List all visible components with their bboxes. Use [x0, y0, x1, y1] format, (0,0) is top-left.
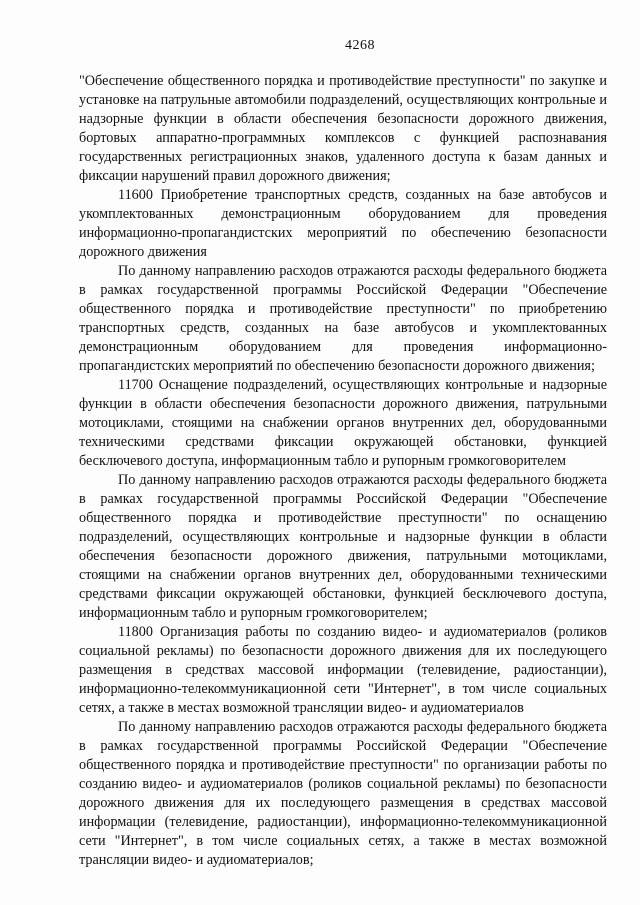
paragraph-3: 11700 Оснащение подразделений, осуществляющих контрольные и надзорные функции в области обеспечения безопасности дорожного движения, патрульными мотоциклами, стоящими на снабжении органов внутренних дел, оборудованными техническими средствами фиксации окружающей обстановки, функцией бесключевого доступа, информационным табло и рупорным громкоговорителем — [79, 377, 607, 469]
paragraph-0: "Обеспечение общественного порядка и противодействие преступности" по закупке и установке на патрульные автомобили подразделений, осуществляющих контрольные и надзорные функции в области обеспечения безопасности дорожного движения, бортовых аппаратно-программных комплексов с функцией распознавания государственных регистрационных знаков, удаленного доступа к базам данных и фиксации нарушений правил дорожного движения; — [79, 73, 607, 184]
paragraph-4: По данному направлению расходов отражаются расходы федерального бюджета в рамках государственной программы Российской Федерации "Обеспечение общественного порядка и противодействие преступности" по оснащению подразделений, осуществляющих контрольные и надзорные функции в области обеспечения безопасности дорожного движения, патрульными мотоциклами, стоящими на снабжении органов внутренних дел, оборудованными техническими средствами фиксации окружающей обстановки, функцией бесключевого доступа, информационным табло и рупорным громкоговорителем; — [79, 472, 607, 621]
document-body — [79, 72, 607, 870]
paragraph-2: По данному направлению расходов отражаются расходы федерального бюджета в рамках государственной программы Российской Федерации "Обеспечение общественного порядка и противодействие преступности" по приобретению транспортных средств, созданных на базе автобусов и укомплектованных демонстрационным оборудованием для проведения информационно-пропагандистских мероприятий по обеспечению безопасности дорожного движения; — [79, 263, 607, 374]
paragraph-5: 11800 Организация работы по созданию видео- и аудиоматериалов (роликов социальной рекламы) по безопасности дорожного движения для их последующего размещения в средствах массовой информации (телевидение, радиостанции), информационно-телекоммуникационной сети "Интернет", в том числе социальных сетях, а также в местах возможной трансляции видео- и аудиоматериалов — [79, 624, 607, 716]
paragraph-1: 11600 Приобретение транспортных средств, созданных на базе автобусов и укомплектованных демонстрационным оборудованием для проведения информационно-пропагандистских мероприятий по обеспечению безопасности дорожного движения — [79, 187, 607, 260]
page-number: 4268 — [345, 38, 375, 53]
paragraph-6: По данному направлению расходов отражаются расходы федерального бюджета в рамках государственной программы Российской Федерации "Обеспечение общественного порядка и противодействие преступности" по организации работы по созданию видео- и аудиоматериалов (роликов социальной рекламы) по безопасности дорожного движения для их последующего размещения в средствах массовой информации (телевидение, радиостанции), информационно-телекоммуникационной сети "Интернет", в том числе социальных сетях, а также в местах возможной трансляции видео- и аудиоматериалов; — [79, 719, 607, 868]
